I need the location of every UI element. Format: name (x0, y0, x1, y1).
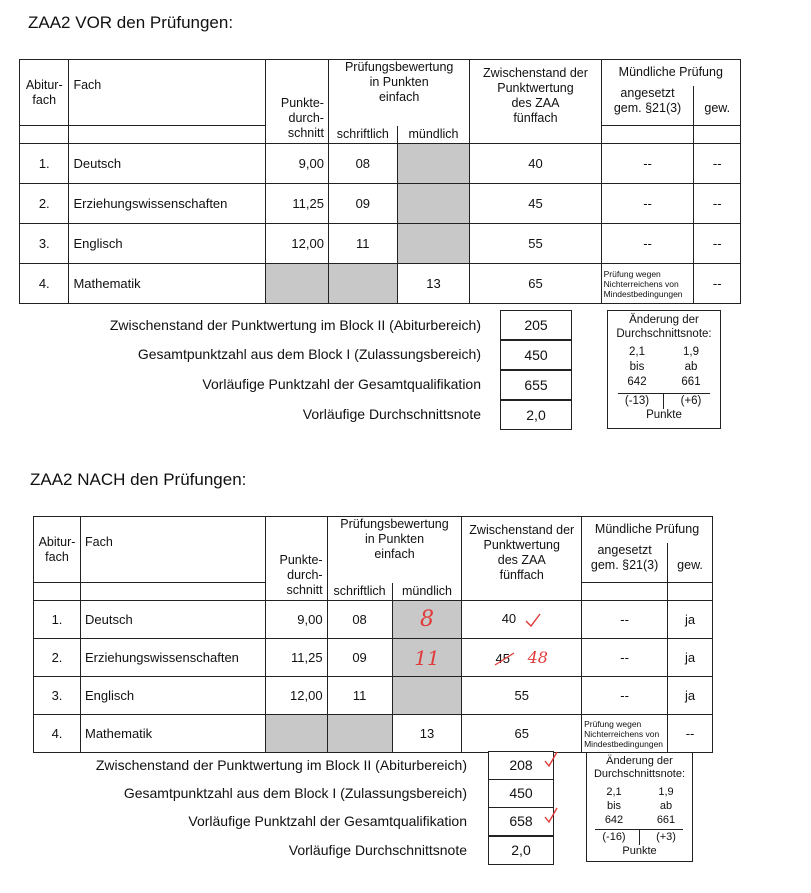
header-pruefungsbewertung: Prüfungsbewertung in Punkten einfach (328, 60, 469, 126)
checkmark-icon (543, 750, 559, 768)
summary-label: Vorläufige Punktzahl der Gesamtqualifikation (188, 813, 467, 829)
header-gew: gew. (694, 86, 741, 126)
summary-label: Zwischenstand der Punktwertung im Block II (Abiturbereich) (95, 757, 467, 773)
summary-value: 658 (488, 807, 554, 836)
table-row: 3. Englisch 12,00 11 55 -- ja (34, 677, 713, 715)
header-punktedurchschnitt: Punkte- durch- schnitt (265, 517, 327, 601)
checkmark-icon (543, 806, 559, 824)
summary-value: 208 (488, 751, 554, 780)
header-zwischenstand: Zwischenstand der Punktwertung des ZAA fünffach (462, 517, 582, 601)
muendlich-cell-empty (392, 677, 462, 715)
header-fach: Fach (69, 60, 266, 126)
schnitt-cell-empty (265, 715, 327, 753)
summary-value: 450 (488, 779, 554, 808)
summary-label: Zwischenstand der Punktwertung im Block II (Abiturbereich) (109, 317, 481, 333)
header-schriftlich: schriftlich (328, 126, 397, 144)
grade-change-box: Änderung der Durchschnittsnote: 2,1 bis 642 1,9 ab 661 (-13) (+6) Punkte (607, 310, 721, 429)
grade-change-box: Änderung der Durchschnittsnote: 2,1 bis 642 1,9 ab 661 (-16) (+3) Punkte (586, 752, 693, 862)
section-title-after: ZAA2 NACH den Prüfungen: (30, 470, 247, 489)
summary-value: 450 (500, 340, 572, 370)
summary-value: 655 (500, 370, 572, 400)
zwischenstand-cell: 45 48 (462, 639, 582, 677)
header-pruefungsbewertung: Prüfungsbewertung in Punkten einfach (327, 517, 462, 583)
header-abiturfach: Abitur- fach (20, 60, 69, 126)
table-row: 4. Mathematik 13 65 Prüfung wegen Nichterreichens von Mindestbedingungen -- (20, 264, 741, 304)
header-abiturfach: Abitur- fach (34, 517, 81, 583)
strikethrough-mark (494, 651, 516, 667)
schnitt-cell-empty (266, 264, 329, 304)
header-muendliche-pruefung: Mündliche Prüfung (582, 517, 713, 543)
summary-label: Vorläufige Durchschnittsnote (302, 406, 481, 422)
section-title-before: ZAA2 VOR den Prüfungen: (28, 13, 234, 32)
header-fach: Fach (80, 517, 265, 583)
summary-value: 2,0 (500, 400, 572, 430)
table-before (19, 59, 741, 304)
header-punktedurchschnitt: Punkte- durch- schnitt (266, 60, 329, 144)
table-row: 2. Erziehungswissenschaften 11,25 09 11 45 48 -- ja (34, 639, 713, 677)
muendlich-cell-handwritten: 8 (392, 601, 462, 639)
header-gew: gew. (668, 543, 713, 583)
summary-label: Gesamtpunktzahl aus dem Block I (Zulassungsbereich) (137, 346, 481, 362)
table-row: 1. Deutsch 9,00 08 8 40 -- ja (34, 601, 713, 639)
table-row: 1. Deutsch 9,00 08 40 -- -- (20, 144, 741, 184)
header-zwischenstand: Zwischenstand der Punktwertung des ZAA fünffach (470, 60, 601, 144)
muendlich-cell-empty (397, 144, 470, 184)
checkmark-icon (524, 612, 542, 628)
summary-value: 205 (500, 310, 572, 340)
header-muendlich: mündlich (397, 126, 470, 144)
muendlich-cell-handwritten: 11 (392, 639, 462, 677)
table-row: 4. Mathematik 13 65 Prüfung wegen Nichterreichens von Mindestbedingungen -- (34, 715, 713, 753)
header-muendlich: mündlich (392, 583, 462, 601)
zwischenstand-cell: 40 (462, 601, 582, 639)
header-schriftlich: schriftlich (327, 583, 392, 601)
summary-label: Vorläufige Punktzahl der Gesamtqualifikation (202, 376, 481, 392)
table-after (33, 516, 713, 753)
table-row: 2. Erziehungswissenschaften 11,25 09 45 -- -- (20, 184, 741, 224)
table-row: 3. Englisch 12,00 11 55 -- -- (20, 224, 741, 264)
summary-label: Vorläufige Durchschnittsnote (288, 842, 467, 858)
summary-value: 2,0 (488, 836, 554, 865)
schriftlich-cell-empty (327, 715, 392, 753)
header-angesetzt: angesetzt gem. §21(3) (582, 543, 668, 583)
summary-label: Gesamtpunktzahl aus dem Block I (Zulassungsbereich) (123, 785, 467, 801)
muendlich-cell-empty (397, 224, 470, 264)
muendlich-cell-empty (397, 184, 470, 224)
schriftlich-cell-empty (328, 264, 397, 304)
header-muendliche-pruefung: Mündliche Prüfung (601, 60, 740, 86)
header-angesetzt: angesetzt gem. §21(3) (601, 86, 694, 126)
